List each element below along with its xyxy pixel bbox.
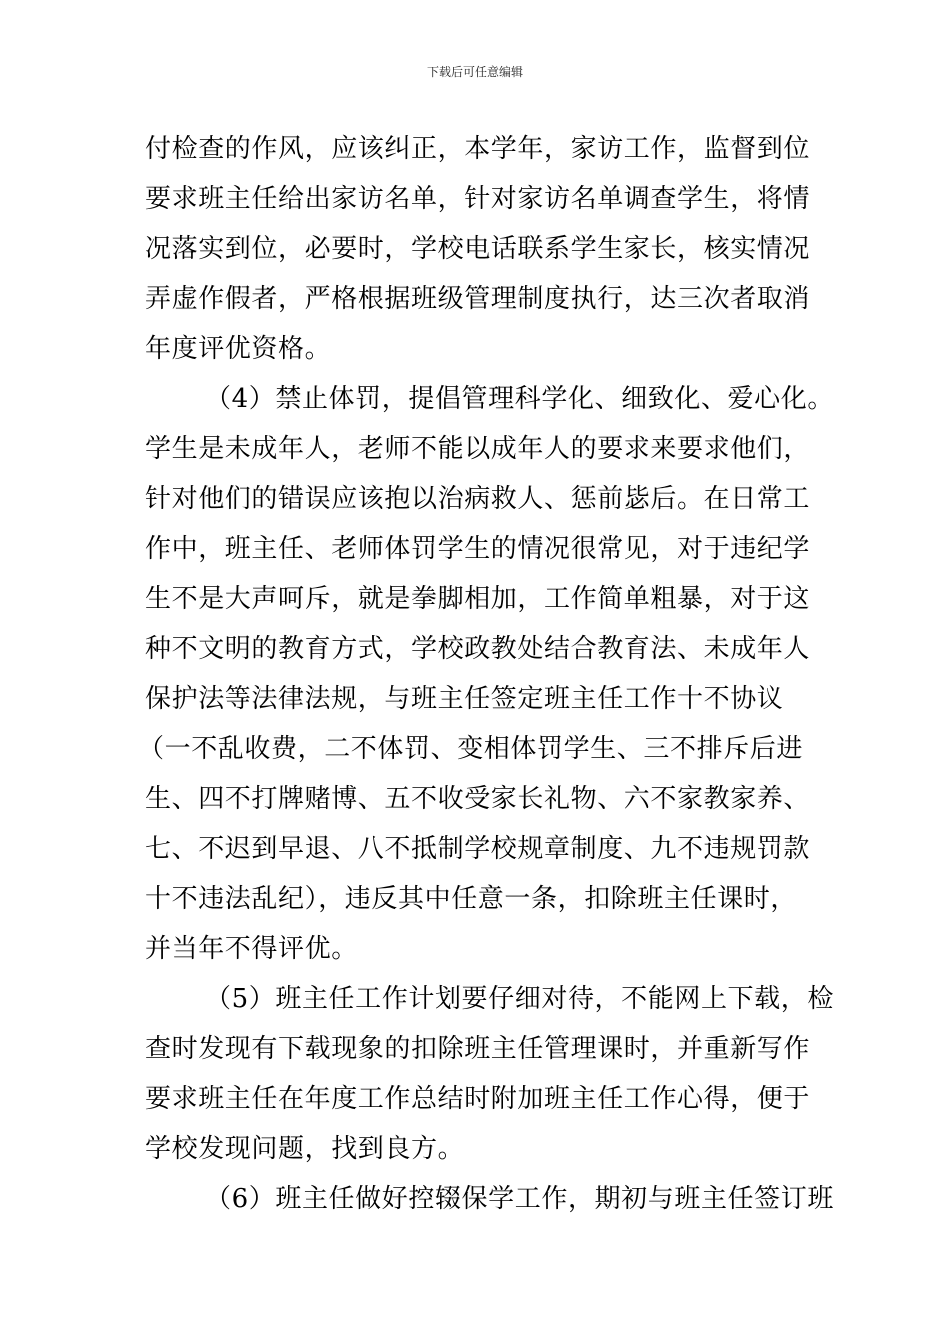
- text-line: 查时发现有下载现象的扣除班主任管理课时，并重新写作: [145, 1034, 811, 1064]
- text-line: 学校发现问题，找到良方。: [145, 1134, 465, 1164]
- text-line: （4）禁止体罚，提倡管理科学化、细致化、爱心化。: [205, 384, 834, 414]
- text-line: 学生是未成年人，老师不能以成年人的要求来要求他们，: [145, 434, 811, 464]
- text-line: 生、四不打牌赌博、五不收受家长礼物、六不家教家养、: [145, 784, 811, 814]
- text-line: 保护法等法律法规，与班主任签定班主任工作十不协议: [145, 684, 784, 714]
- text-line: 十不违法乱纪），违反其中任意一条，扣除班主任课时，: [145, 884, 798, 914]
- text-line: 针对他们的错误应该抱以治病救人、惩前毖后。在日常工: [145, 484, 811, 514]
- text-line: 要求班主任在年度工作总结时附加班主任工作心得，便于: [145, 1084, 811, 1114]
- text-line: 七、不迟到早退、八不抵制学校规章制度、九不违规罚款: [145, 834, 811, 864]
- text-line: 生不是大声呵斥，就是拳脚相加，工作简单粗暴，对于这: [145, 584, 811, 614]
- page-header: 下载后可任意编辑: [426, 65, 523, 79]
- text-line: 种不文明的教育方式，学校政教处结合教育法、未成年人: [145, 634, 811, 664]
- text-line: 要求班主任给出家访名单，针对家访名单调查学生，将情: [145, 184, 811, 214]
- text-line: 弄虚作假者，严格根据班级管理制度执行，达三次者取消: [145, 284, 811, 314]
- text-line: （5）班主任工作计划要仔细对待，不能网上下载，检: [205, 984, 834, 1014]
- text-line: 况落实到位，必要时，学校电话联系学生家长，核实情况: [145, 234, 811, 264]
- text-line: 付检查的作风，应该纠正，本学年，家访工作，监督到位: [145, 134, 811, 164]
- text-line: 年度评优资格。: [145, 334, 332, 364]
- text-line: 并当年不得评优。: [145, 934, 358, 964]
- text-line: 作中，班主任、老师体罚学生的情况很常见，对于违纪学: [145, 534, 811, 564]
- text-line: （一不乱收费，二不体罚、变相体罚学生、三不排斥后进: [138, 734, 804, 764]
- text-line: （6）班主任做好控辍保学工作，期初与班主任签订班: [205, 1184, 834, 1214]
